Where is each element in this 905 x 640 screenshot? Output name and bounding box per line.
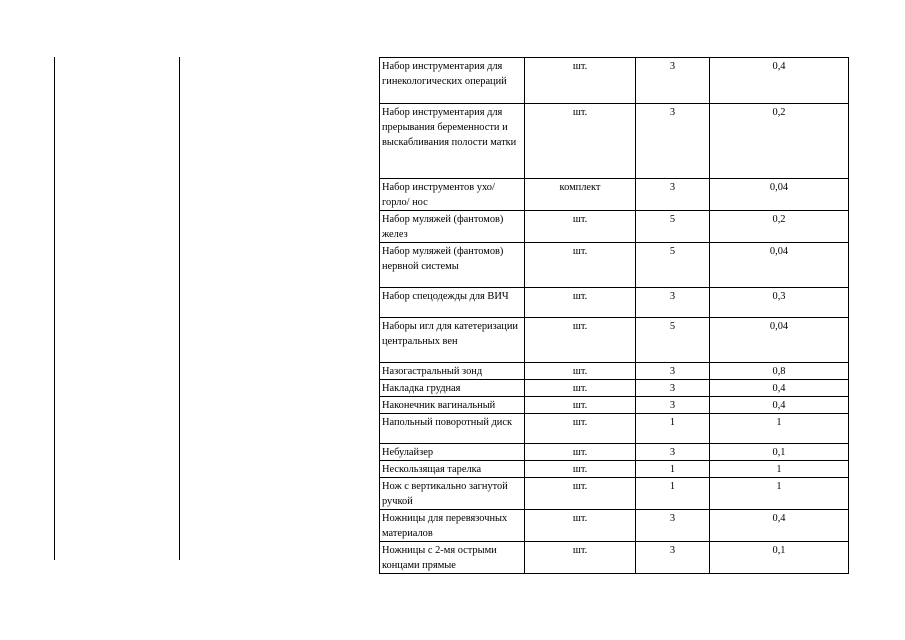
table-row [380,58,849,104]
value-cell: 0,4 [710,397,849,414]
value-cell: 0,04 [710,243,849,288]
value-cell: 1 [710,414,849,444]
value-cell: 1 [710,461,849,478]
quantity-cell: 5 [636,318,710,363]
table-row [380,380,849,397]
quantity-cell: 3 [636,363,710,380]
unit-cell: шт. [525,444,636,461]
table-row [380,397,849,414]
unit-cell: шт. [525,104,636,179]
quantity-cell: 3 [636,444,710,461]
item-name-cell: Набор спецодежды для ВИЧ [380,288,525,318]
table-row [380,243,849,288]
quantity-cell: 1 [636,414,710,444]
table-row [380,179,849,211]
value-cell: 0,2 [710,211,849,243]
unit-cell: шт. [525,397,636,414]
quantity-cell: 3 [636,104,710,179]
quantity-cell: 5 [636,211,710,243]
quantity-cell: 1 [636,478,710,510]
item-name-cell: Наконечник вагинальный [380,397,525,414]
left-column-border [54,57,55,560]
unit-cell: шт. [525,542,636,574]
unit-cell: шт. [525,288,636,318]
left-column-border [179,57,180,560]
table-row [380,211,849,243]
unit-cell: шт. [525,510,636,542]
table-row [380,363,849,380]
table-row [380,288,849,318]
table-row [380,318,849,363]
value-cell: 0,04 [710,318,849,363]
item-name-cell: Набор инструментария для прерывания беременности и выскабливания полости матки [380,104,525,179]
item-name-cell: Набор муляжей (фантомов) нервной системы [380,243,525,288]
item-name-cell: Наборы игл для катетеризации центральных вен [380,318,525,363]
quantity-cell: 1 [636,461,710,478]
value-cell: 0,04 [710,179,849,211]
unit-cell: шт. [525,318,636,363]
item-name-cell: Накладка грудная [380,380,525,397]
table-row [380,478,849,510]
item-name-cell: Небулайзер [380,444,525,461]
quantity-cell: 3 [636,510,710,542]
value-cell: 0,4 [710,58,849,104]
value-cell: 0,8 [710,363,849,380]
item-name-cell: Ножницы с 2-мя острыми концами прямые [380,542,525,574]
table-row [380,444,849,461]
table-row [380,461,849,478]
item-name-cell: Назогастральный зонд [380,363,525,380]
unit-cell: шт. [525,461,636,478]
quantity-cell: 3 [636,397,710,414]
item-name-cell: Напольный поворотный диск [380,414,525,444]
table-row [380,104,849,179]
quantity-cell: 3 [636,288,710,318]
unit-cell: шт. [525,380,636,397]
value-cell: 1 [710,478,849,510]
item-name-cell: Набор муляжей (фантомов) желез [380,211,525,243]
quantity-cell: 5 [636,243,710,288]
value-cell: 0,3 [710,288,849,318]
table-row [380,510,849,542]
quantity-cell: 3 [636,542,710,574]
item-name-cell: Нескользящая тарелка [380,461,525,478]
table-row [380,414,849,444]
equipment-table [379,57,849,574]
unit-cell: шт. [525,58,636,104]
quantity-cell: 3 [636,58,710,104]
unit-cell: комплект [525,179,636,211]
unit-cell: шт. [525,414,636,444]
item-name-cell: Ножницы для перевязочных материалов [380,510,525,542]
value-cell: 0,1 [710,444,849,461]
item-name-cell: Набор инструментов ухо/горло/ нос [380,179,525,211]
unit-cell: шт. [525,211,636,243]
unit-cell: шт. [525,243,636,288]
item-name-cell: Нож с вертикально загнутой ручкой [380,478,525,510]
value-cell: 0,2 [710,104,849,179]
item-name-cell: Набор инструментария для гинекологических операций [380,58,525,104]
quantity-cell: 3 [636,380,710,397]
value-cell: 0,4 [710,380,849,397]
unit-cell: шт. [525,478,636,510]
value-cell: 0,1 [710,542,849,574]
table-row [380,542,849,574]
quantity-cell: 3 [636,179,710,211]
equipment-table-body [380,58,849,574]
unit-cell: шт. [525,363,636,380]
value-cell: 0,4 [710,510,849,542]
